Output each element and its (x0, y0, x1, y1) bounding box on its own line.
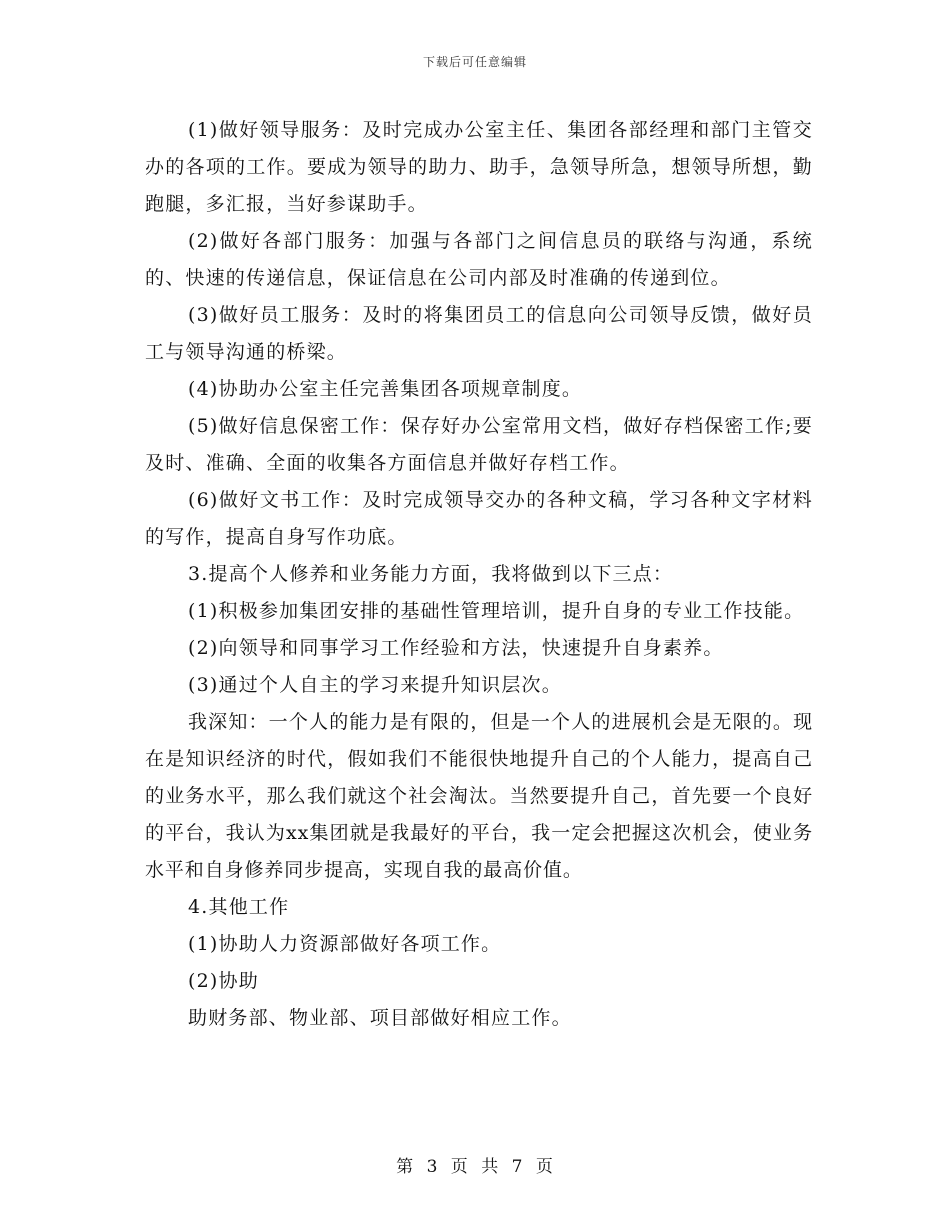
paragraph-self-study: (3)通过个人自主的学习来提升知识层次。 (188, 674, 562, 696)
paragraph-section-4-heading: 4.其他工作 (188, 896, 290, 918)
paragraph-assist-label: (2)协助 (188, 970, 259, 992)
paragraph-rules-assist: (4)协助办公室主任完善集团各项规章制度。 (188, 378, 583, 400)
paragraph-learn-colleagues: (2)向领导和同事学习工作经验和方法，快速提升自身素养。 (188, 637, 724, 659)
paragraph-staff-service: (3)做好员工服务：及时的将集团员工的信息向公司领导反馈，做好员工与领导沟通的桥梁。 (145, 304, 813, 363)
paragraph-documents: (6)做好文书工作：及时完成领导交办的各种文稿，学习各种文字材料的写作，提高自身写作功底。 (145, 489, 813, 548)
page-header-note: 下载后可任意编辑 (422, 55, 527, 69)
document-body (145, 112, 813, 1037)
paragraph-leader-service: (1)做好领导服务：及时完成办公室主任、集团各部经理和部门主管交办的各项的工作。要成为领导的助力、助手，急领导所急，想领导所想，勤跑腿，多汇报，当好参谋助手。 (145, 119, 813, 215)
paragraph-training: (1)积极参加集团安排的基础性管理培训，提升自身的专业工作技能。 (188, 600, 805, 622)
paragraph-departments-assist: 助财务部、物业部、项目部做好相应工作。 (188, 1007, 572, 1029)
page-number: 第 3 页 共 7 页 (396, 1157, 554, 1177)
paragraph-reflection: 我深知：一个人的能力是有限的，但是一个人的进展机会是无限的。现在是知识经济的时代，假如我们不能很快地提升自己的个人能力，提高自己的业务水平，那么我们就这个社会淘汰。当然要提升自己，首先要一个良好的平台，我认为xx集团就是我最好的平台，我一定会把握这次机会，使业务水平和自身修养同步提高，实现自我的最高价值。 (145, 711, 813, 881)
paragraph-department-service: (2)做好各部门服务：加强与各部门之间信息员的联络与沟通，系统的、快速的传递信息，保证信息在公司内部及时准确的传递到位。 (145, 230, 813, 289)
paragraph-hr-assist: (1)协助人力资源部做好各项工作。 (188, 933, 502, 955)
paragraph-section-3-heading: 3.提高个人修养和业务能力方面，我将做到以下三点： (188, 563, 674, 585)
paragraph-confidentiality: (5)做好信息保密工作：保存好办公室常用文档，做好存档保密工作;要及时、准确、全面的收集各方面信息并做好存档工作。 (145, 415, 813, 474)
